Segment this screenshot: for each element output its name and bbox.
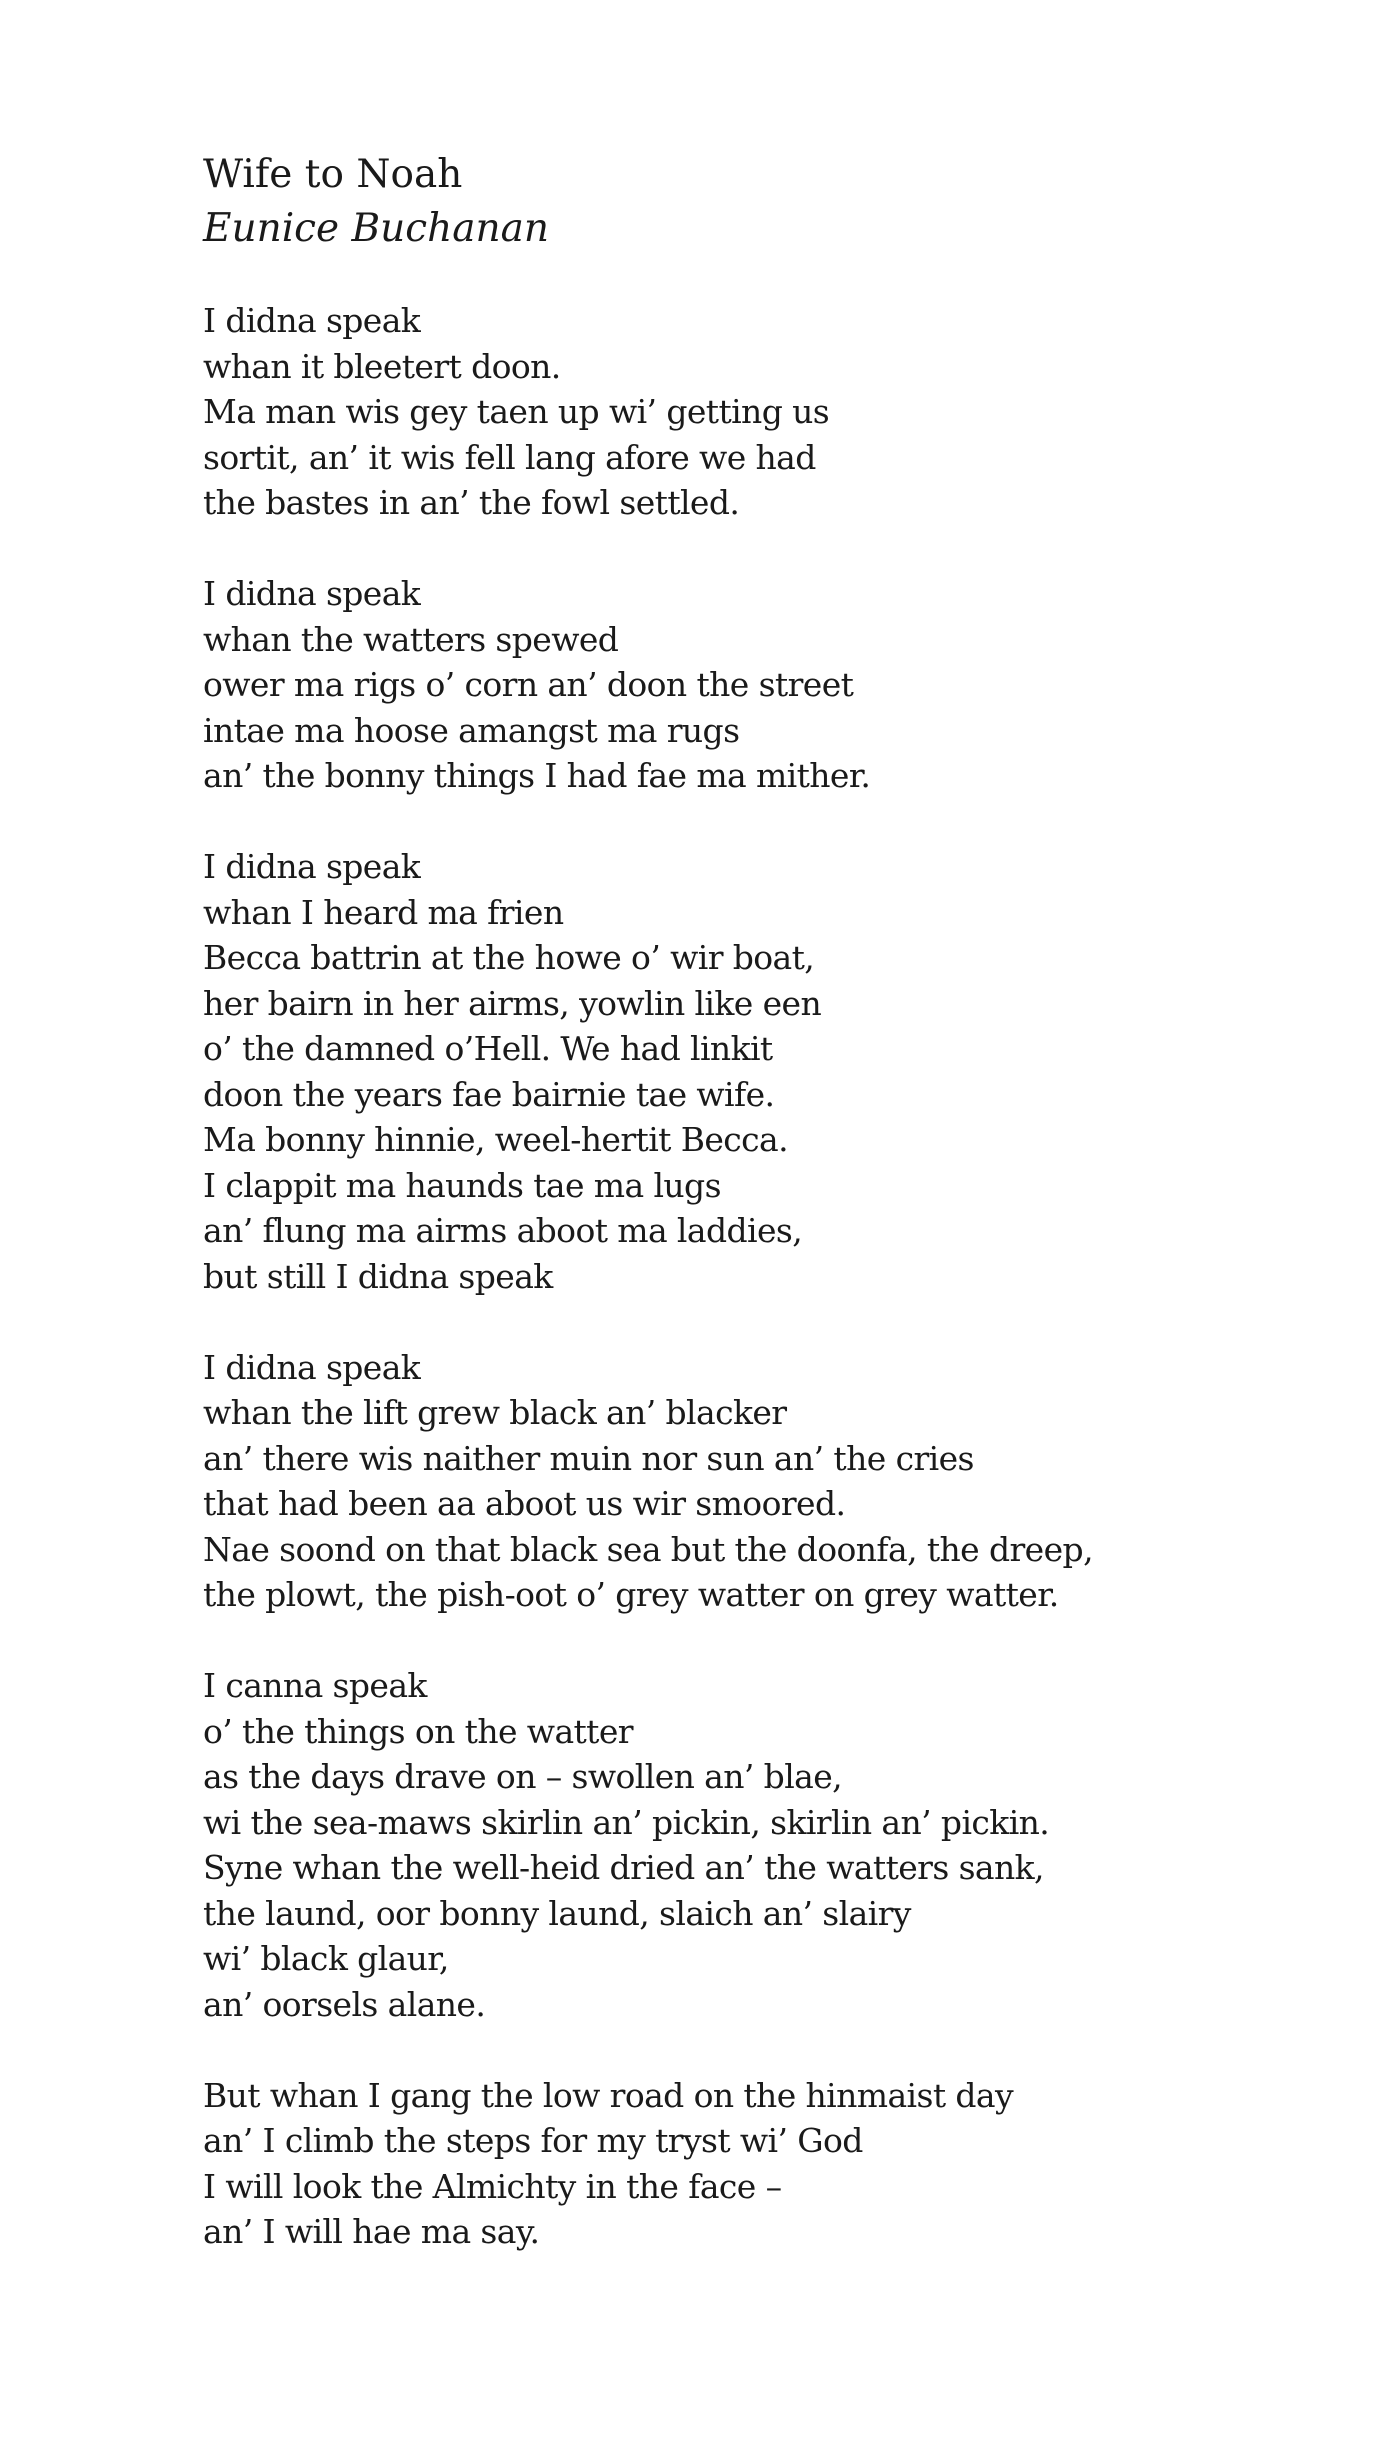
poem-line: Nae soond on that black sea but the doonfa, the dreep, — [203, 1529, 1093, 1569]
poem-line: Ma bonny hinnie, weel-hertit Becca. — [203, 1120, 789, 1159]
poem-line: whan the lift grew black an’ blacker — [203, 1393, 787, 1432]
poem-line: Becca battrin at the howe o’ wir boat, — [203, 938, 815, 977]
poem-line: intae ma hoose amangst ma rugs — [203, 710, 740, 750]
poem-line: I didna speak — [203, 301, 421, 340]
poem-line: an’ flung ma airms aboot ma laddies, — [203, 1211, 803, 1250]
poem-line: the bastes in an’ the fowl settled. — [203, 483, 740, 522]
poem-line: the plowt, the pish-oot o’ grey watter on grey watter. — [203, 1575, 1059, 1614]
poem-line: wi the sea-maws skirlin an’ pickin, skirlin an’ pickin. — [203, 1802, 1050, 1842]
poem-line: ower ma rigs o’ corn an’ doon the street — [203, 665, 854, 704]
poem-line: an’ I climb the steps for my tryst wi’ God — [203, 2121, 863, 2160]
poem-line: I clappit ma haunds tae ma lugs — [203, 1165, 721, 1205]
poem-line: as the days drave on – swollen an’ blae, — [203, 1757, 843, 1796]
poem-line: an’ the bonny things I had fae ma mither. — [203, 756, 871, 795]
stanza — [203, 298, 1303, 526]
poem-line: o’ the things on the watter — [203, 1711, 633, 1751]
poem-line: but still I didna speak — [203, 1256, 553, 1296]
poem-line: I didna speak — [203, 574, 421, 613]
poem-line: that had been aa aboot us wir smoored. — [203, 1484, 846, 1523]
poem-line: her bairn in her airms, yowlin like een — [203, 983, 822, 1023]
poem-line: I didna speak — [203, 1347, 421, 1387]
poem-author: Eunice Buchanan — [203, 206, 549, 251]
poem-line: Syne whan the well-heid dried an’ the watters sank, — [203, 1848, 1044, 1887]
poem-line: doon the years fae bairnie tae wife. — [203, 1074, 775, 1114]
poem-body — [203, 298, 1303, 2255]
poem-line: whan I heard ma frien — [203, 892, 564, 932]
poem-line: an’ oorsels alane. — [203, 1984, 486, 2024]
poem-line: o’ the damned o’Hell. We had linkit — [203, 1029, 773, 1068]
stanza — [203, 571, 1303, 799]
poem-line: wi’ black glaur, — [203, 1939, 449, 1978]
poem-line: whan the watters spewed — [203, 619, 619, 659]
poem-line: sortit, an’ it wis fell lang afore we had — [203, 437, 816, 477]
poem-line: the laund, oor bonny laund, slaich an’ slairy — [203, 1893, 911, 1933]
poem-line: whan it bleetert doon. — [203, 346, 561, 386]
stanza — [203, 2073, 1303, 2255]
poem-line: an’ I will hae ma say. — [203, 2212, 540, 2251]
document-page — [203, 148, 1303, 2300]
poem-line: Ma man wis gey taen up wi’ getting us — [203, 392, 830, 431]
stanza — [203, 844, 1303, 1299]
poem-line: I canna speak — [203, 1666, 427, 1705]
stanza — [203, 1663, 1303, 2027]
poem-line: But whan I gang the low road on the hinmaist day — [203, 2075, 1014, 2115]
poem-title: Wife to Noah — [203, 152, 463, 197]
poem-line: I will look the Almichty in the face – — [203, 2166, 782, 2206]
stanza — [203, 1345, 1303, 1618]
poem-line: an’ there wis naither muin nor sun an’ the cries — [203, 1438, 974, 1478]
poem-line: I didna speak — [203, 847, 421, 886]
